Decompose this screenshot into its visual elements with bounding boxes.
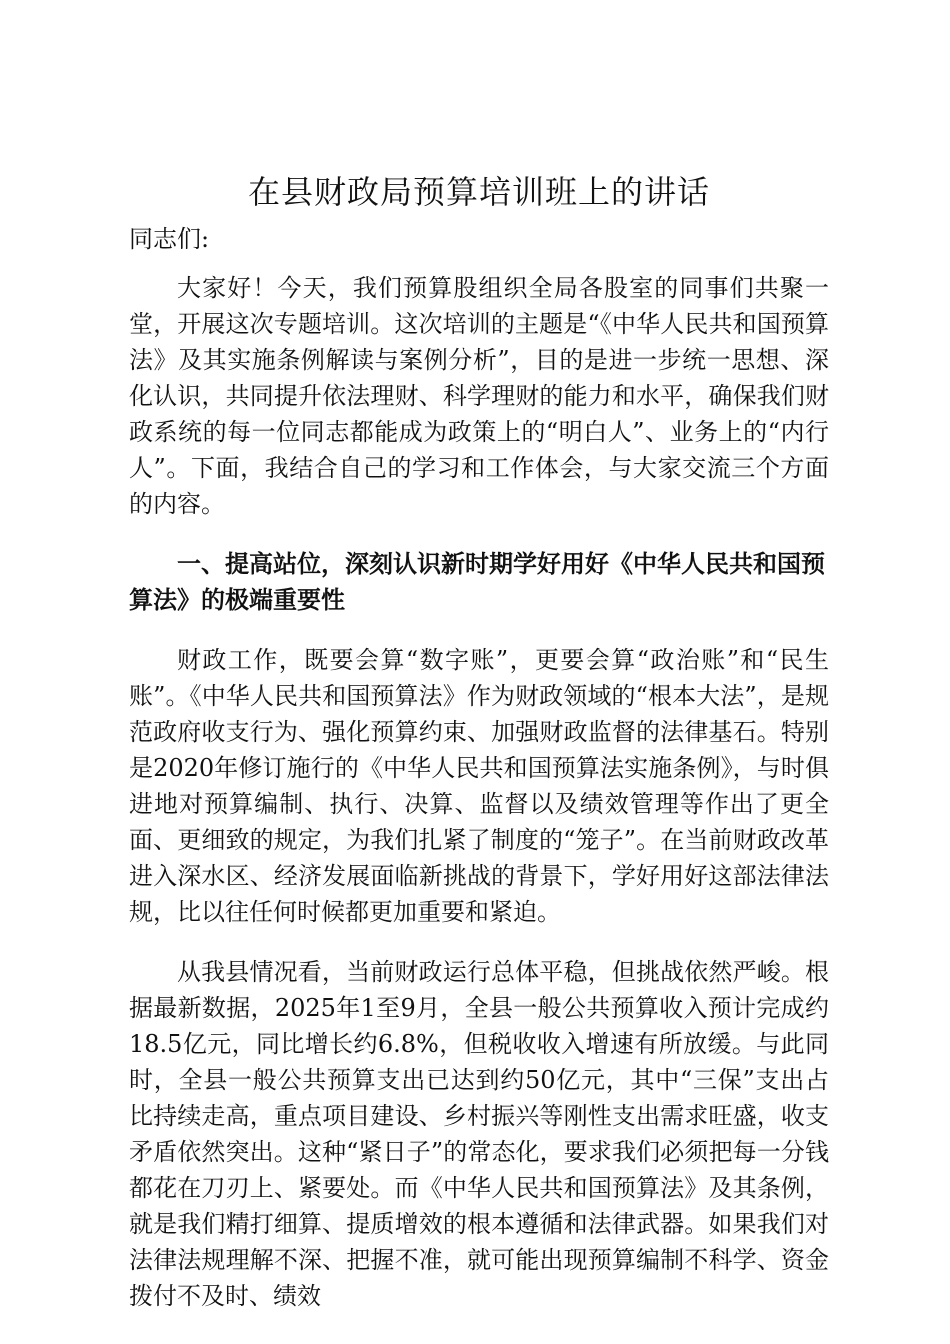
document-title: 在县财政局预算培训班上的讲话: [247, 173, 710, 211]
paragraph-county-situation: 从我县情况看，当前财政运行总体平稳，但挑战依然严峻。根据最新数据，2025年1至9月，全县一般公共预算收入预计完成约18.5亿元，同比增长约6.8%，但税收收入增速有所放缓。与此同时，全县一般公共预算支出已达到约50亿元，其中“三保”支出占比持续走高，重点项目建设、乡村振兴等刚性支出需求旺盛，收支矛盾依然突出。这种“紧日子”的常态化，要求我们必须把每一分钱都花在刀刃上、紧要处。而《中华人民共和国预算法》及其条例，就是我们精打细算、提质增效的根本遵循和法律武器。如果我们对法律法规理解不深、把握不准，就可能出现预算编制不科学、资金拨付不及时、绩效: [129, 958, 829, 1310]
salutation: 同志们:: [129, 225, 210, 253]
document-page: [129, 168, 829, 1338]
paragraph-budget-law: 财政工作，既要会算“数字账”，更要会算“政治账”和“民生账”。《中华人民共和国预算法》作为财政领域的“根本大法”，是规范政府收支行为、强化预算约束、加强财政监督的法律基石。特别是2020年修订施行的《中华人民共和国预算法实施条例》，与时俱进地对预算编制、执行、决算、监督以及绩效管理等作出了更全面、更细致的规定，为我们扎紧了制度的“笼子”。在当前财政改革进入深水区、经济发展面临新挑战的背景下，学好用好这部法律法规，比以往任何时候都更加重要和紧迫。: [129, 646, 829, 926]
section-heading-1: 一、提高站位，深刻认识新时期学好用好《中华人民共和国预算法》的极端重要性: [129, 550, 825, 614]
paragraph-intro: 大家好！今天，我们预算股组织全局各股室的同事们共聚一堂，开展这次专题培训。这次培训的主题是“《中华人民共和国预算法》及其实施条例解读与案例分析”，目的是进一步统一思想、深化认识，共同提升依法理财、科学理财的能力和水平，确保我们财政系统的每一位同志都能成为政策上的“明白人”、业务上的“内行人”。下面，我结合自己的学习和工作体会，与大家交流三个方面的内容。: [129, 274, 829, 518]
